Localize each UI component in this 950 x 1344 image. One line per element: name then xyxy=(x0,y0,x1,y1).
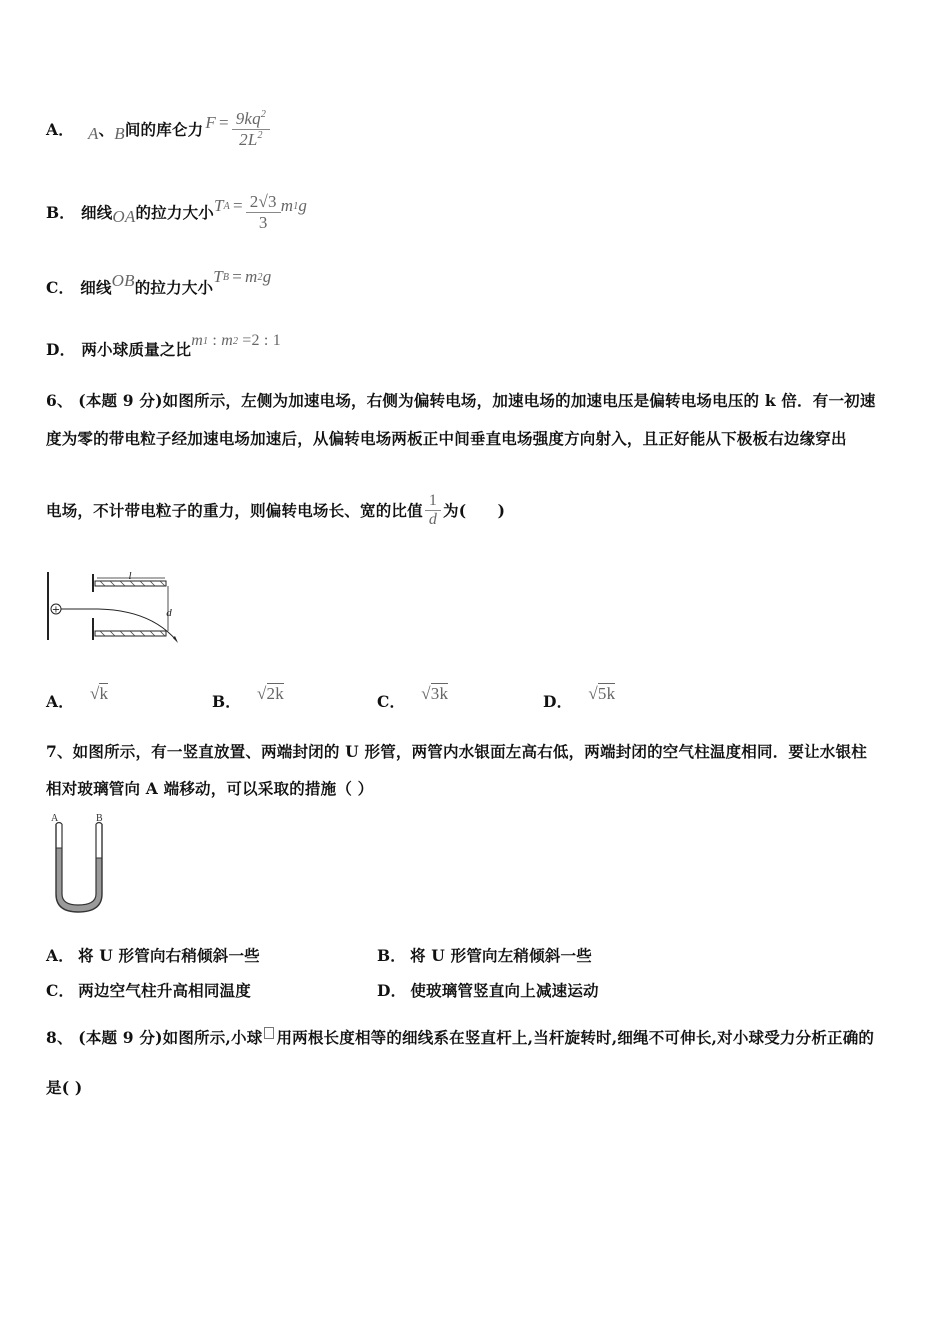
q6-option-d: D． √ 5k xyxy=(543,680,615,714)
q7-option-a: A． 将 U 形管向右稍倾斜一些 xyxy=(46,946,260,965)
q6-stem-line-2: 度为零的带电粒子经加速电场加速后，从偏转电场两板正中间垂直电场强度方向射入，且正好能从下极板右边缘穿出 xyxy=(46,429,847,448)
sqrt-icon: √ xyxy=(588,684,598,703)
tube-end-a-label: A xyxy=(51,813,59,824)
missing-glyph-icon xyxy=(264,1027,274,1039)
q5-option-d: D． 两小球质量之比 m 1 : m 2 =2 : 1 xyxy=(46,332,281,359)
mercury-column xyxy=(56,848,102,912)
q7-stem-line-2: 相对玻璃管向 A 端移动，可以采取的措施（ ） xyxy=(46,779,374,798)
option-label: C． xyxy=(46,278,75,297)
q7-option-d: D． 使玻璃管竖直向上减速运动 xyxy=(377,981,599,1000)
sqrt-icon: √ xyxy=(257,684,267,703)
q8-stem-line-1: 8、 (本题 9 分)如图所示,小球 用两根长度相等的细线系在竖直杆上,当杆旋转时,细绳不可伸长,对小球受力分析正确的 xyxy=(46,1028,875,1047)
tube-end-b-label: B xyxy=(96,813,103,824)
q7-option-c: C． 两边空气柱升高相同温度 xyxy=(46,981,251,1000)
q5-option-a: A． A 、 B 间的库仑力 F = $\frac{9kq^2}{2L^2}$ xyxy=(46,104,270,154)
q6-option-c: C． √ 3k xyxy=(377,680,448,714)
option-label: D． xyxy=(46,340,76,359)
q6-stem-line-3: 电场，不计带电粒子的重力，则偏转电场长、宽的比值 $\frac{1}{d}$ 为( ) xyxy=(46,491,506,528)
q7-stem-line-1: 7、如图所示，有一竖直放置、两端封闭的 U 形管，两管内水银面左高右低，两端封闭的空气柱温度相同．要让水银柱 xyxy=(46,742,867,761)
option-label: D． xyxy=(377,981,407,1000)
option-label: B． xyxy=(212,692,242,711)
option-label: A． xyxy=(46,946,74,965)
option-label: C． xyxy=(377,692,406,711)
tube-inner-wall xyxy=(62,824,96,905)
deflection-field-diagram xyxy=(40,568,190,646)
u-tube-diagram xyxy=(44,810,114,918)
q5-option-c: C． 细线 OB 的拉力大小 T B = m 2 g xyxy=(46,267,272,297)
option-label: D． xyxy=(543,692,573,711)
length-label: l xyxy=(128,570,132,582)
q6-option-a: A． √ k xyxy=(46,680,108,714)
option-label: A． xyxy=(46,692,74,711)
option-label: C． xyxy=(46,981,75,1000)
q5-option-b: B． 细线 OA 的拉力大小 T A = $\frac{2√3}{3}$ m 1 g xyxy=(46,191,308,232)
sealed-end-a xyxy=(56,823,62,825)
q6-stem-line-1: 6、 (本题 9 分)如图所示，左侧为加速电场，右侧为偏转电场，加速电场的加速电压是偏转电场电压的 k 倍．有一初速 xyxy=(46,391,876,410)
q8-stem-line-2: 是( ) xyxy=(46,1078,83,1097)
coulomb-force-fraction: $\frac{9kq^2}{2L^2}$ xyxy=(232,109,270,150)
option-label: A． xyxy=(46,120,74,139)
tension-fraction: $\frac{2√3}{3}$ xyxy=(246,192,281,233)
length-width-ratio: $\frac{1}{d}$ xyxy=(425,492,441,529)
sqrt-icon: √ xyxy=(421,684,431,703)
q6-option-b: B． √ 2k xyxy=(212,680,284,714)
sqrt-icon: √ xyxy=(89,684,100,703)
width-label: d xyxy=(166,607,172,619)
plus-sign: + xyxy=(51,604,61,616)
q7-option-b: B． 将 U 形管向左稍倾斜一些 xyxy=(377,946,592,965)
option-label: B． xyxy=(377,946,407,965)
option-label: B． xyxy=(46,203,76,222)
